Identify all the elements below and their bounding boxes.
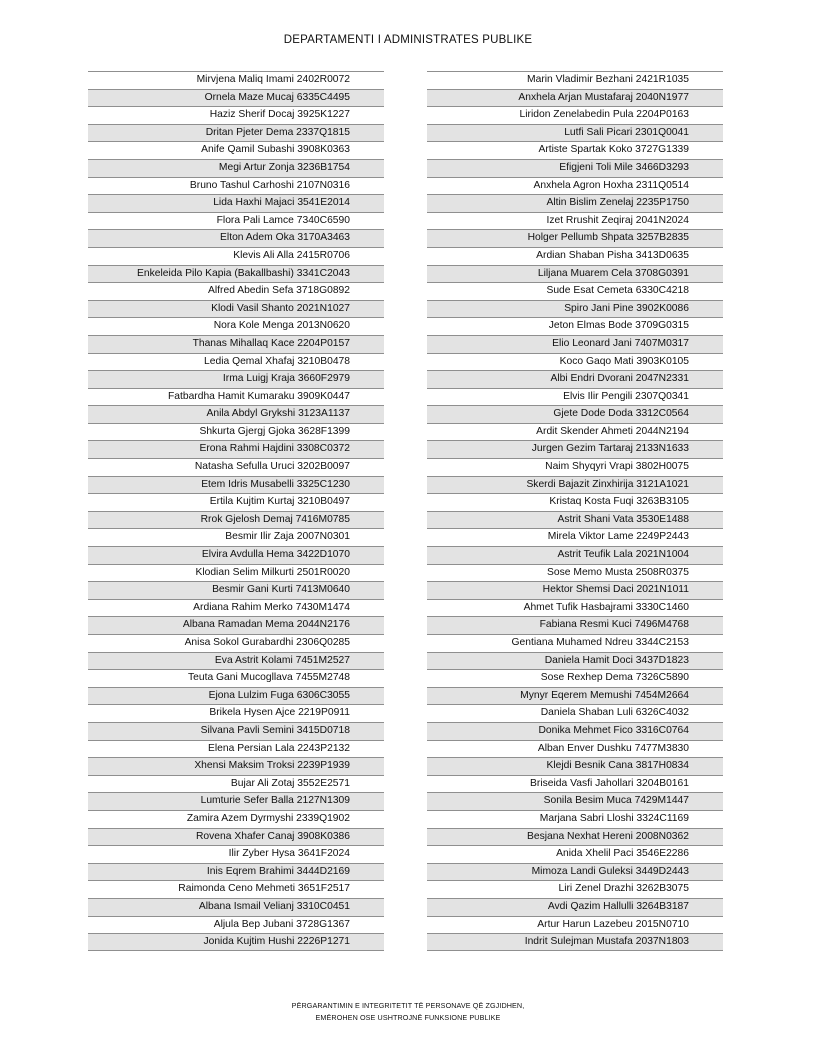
list-item: Marjana Sabri Lloshi 3324C1169 — [427, 810, 723, 828]
list-item: Megi Artur Zonja 3236B1754 — [88, 159, 384, 177]
list-item: Lutfi Sali Picari 2301Q0041 — [427, 124, 723, 142]
list-item: Elton Adem Oka 3170A3463 — [88, 229, 384, 247]
list-item: Anisa Sokol Gurabardhi 2306Q0285 — [88, 634, 384, 652]
list-item: Liridon Zenelabedin Pula 2204P0163 — [427, 106, 723, 124]
list-item: Holger Pellumb Shpata 3257B2835 — [427, 229, 723, 247]
list-item: Brikela Hysen Ajce 2219P0911 — [88, 704, 384, 722]
list-item: Besjana Nexhat Hereni 2008N0362 — [427, 828, 723, 846]
list-item: Fabiana Resmi Kuci 7496M4768 — [427, 616, 723, 634]
list-item: Ejona Lulzim Fuga 6306C3055 — [88, 687, 384, 705]
list-item: Etem Idris Musabelli 3325C1230 — [88, 476, 384, 494]
list-item: Mynyr Eqerem Memushi 7454M2664 — [427, 687, 723, 705]
list-item: Sonila Besim Muca 7429M1447 — [427, 792, 723, 810]
list-item: Besmir Ilir Zaja 2007N0301 — [88, 528, 384, 546]
list-item: Altin Bislim Zenelaj 2235P1750 — [427, 194, 723, 212]
list-item: Anife Qamil Subashi 3908K0363 — [88, 141, 384, 159]
list-item: Anila Abdyl Grykshi 3123A1137 — [88, 405, 384, 423]
list-item: Thanas Mihallaq Kace 2204P0157 — [88, 335, 384, 353]
footer — [0, 1000, 816, 1024]
list-item: Alban Enver Dushku 7477M3830 — [427, 740, 723, 758]
list-item: Silvana Pavli Semini 3415D0718 — [88, 722, 384, 740]
list-item: Elena Persian Lala 2243P2132 — [88, 740, 384, 758]
list-item: Besmir Gani Kurti 7413M0640 — [88, 581, 384, 599]
list-item: Sude Esat Cemeta 6330C4218 — [427, 282, 723, 300]
list-item: Shkurta Gjergj Gjoka 3628F1399 — [88, 423, 384, 441]
list-item: Ardiana Rahim Merko 7430M1474 — [88, 599, 384, 617]
list-item: Klevis Ali Alla 2415R0706 — [88, 247, 384, 265]
list-item: Elio Leonard Jani 7407M0317 — [427, 335, 723, 353]
list-item: Ardian Shaban Pisha 3413D0635 — [427, 247, 723, 265]
list-item: Izet Rrushit Zeqiraj 2041N2024 — [427, 212, 723, 230]
list-item: Artiste Spartak Koko 3727G1339 — [427, 141, 723, 159]
list-item: Ertila Kujtim Kurtaj 3210B0497 — [88, 493, 384, 511]
list-item: Zamira Azem Dyrmyshi 2339Q1902 — [88, 810, 384, 828]
list-item: Liri Zenel Drazhi 3262B3075 — [427, 880, 723, 898]
list-item: Klejdi Besnik Cana 3817H0834 — [427, 757, 723, 775]
list-item: Haziz Sherif Docaj 3925K1227 — [88, 106, 384, 124]
list-item: Alfred Abedin Sefa 3718G0892 — [88, 282, 384, 300]
list-item: Bruno Tashul Carhoshi 2107N0316 — [88, 177, 384, 195]
list-item: Anida Xhelil Paci 3546E2286 — [427, 845, 723, 863]
list-item: Briseida Vasfi Jahollari 3204B0161 — [427, 775, 723, 793]
list-item: Rovena Xhafer Canaj 3908K0386 — [88, 828, 384, 846]
page-title: DEPARTAMENTI I ADMINISTRATES PUBLIKE — [283, 34, 533, 46]
list-item: Gentiana Muhamed Ndreu 3344C2153 — [427, 634, 723, 652]
list-item: Ahmet Tufik Hasbajrami 3330C1460 — [427, 599, 723, 617]
list-item: Lida Haxhi Majaci 3541E2014 — [88, 194, 384, 212]
list-item: Indrit Sulejman Mustafa 2037N1803 — [427, 933, 723, 951]
footer-line-1: PËRGARANTIMIN E INTEGRITETIT TË PERSONAVE QË ZGJIDHEN, — [291, 1001, 525, 1010]
list-item: Flora Pali Lamce 7340C6590 — [88, 212, 384, 230]
list-item: Jeton Elmas Bode 3709G0315 — [427, 317, 723, 335]
list-item: Mimoza Landi Guleksi 3449D2443 — [427, 863, 723, 881]
list-item: Albi Endri Dvorani 2047N2331 — [427, 370, 723, 388]
list-item: Albana Ismail Velianj 3310C0451 — [88, 898, 384, 916]
list-item: Artur Harun Lazebeu 2015N0710 — [427, 916, 723, 934]
list-item: Natasha Sefulla Uruci 3202B0097 — [88, 458, 384, 476]
list-item: Hektor Shemsi Daci 2021N1011 — [427, 581, 723, 599]
list-item: Anxhela Agron Hoxha 2311Q0514 — [427, 177, 723, 195]
list-item: Mirvjena Maliq Imami 2402R0072 — [88, 71, 384, 89]
list-item: Bujar Ali Zotaj 3552E2571 — [88, 775, 384, 793]
list-item: Elvis Ilir Pengili 2307Q0341 — [427, 388, 723, 406]
list-item: Klodi Vasil Shanto 2021N1027 — [88, 300, 384, 318]
list-item: Ilir Zyber Hysa 3641F2024 — [88, 845, 384, 863]
list-item: Mirela Viktor Lame 2249P2443 — [427, 528, 723, 546]
list-item: Xhensi Maksim Troksi 2239P1939 — [88, 757, 384, 775]
list-item: Jonida Kujtim Hushi 2226P1271 — [88, 933, 384, 951]
left-name-column — [88, 71, 384, 951]
right-name-column — [427, 71, 723, 951]
list-item: Dritan Pjeter Dema 2337Q1815 — [88, 124, 384, 142]
list-item: Efigjeni Toli Mile 3466D3293 — [427, 159, 723, 177]
list-item: Fatbardha Hamit Kumaraku 3909K0447 — [88, 388, 384, 406]
list-item: Aljula Bep Jubani 3728G1367 — [88, 916, 384, 934]
list-item: Liljana Muarem Cela 3708G0391 — [427, 265, 723, 283]
list-item: Lumturie Sefer Balla 2127N1309 — [88, 792, 384, 810]
list-item: Spiro Jani Pine 3902K0086 — [427, 300, 723, 318]
list-item: Eva Astrit Kolami 7451M2527 — [88, 652, 384, 670]
list-item: Ardit Skender Ahmeti 2044N2194 — [427, 423, 723, 441]
list-item: Koco Gaqo Mati 3903K0105 — [427, 353, 723, 371]
list-item: Sose Rexhep Dema 7326C5890 — [427, 669, 723, 687]
list-item: Daniela Hamit Doci 3437D1823 — [427, 652, 723, 670]
list-item: Daniela Shaban Luli 6326C4032 — [427, 704, 723, 722]
list-item: Avdi Qazim Hallulli 3264B3187 — [427, 898, 723, 916]
list-item: Marin Vladimir Bezhani 2421R1035 — [427, 71, 723, 89]
list-item: Astrit Teufik Lala 2021N1004 — [427, 546, 723, 564]
list-item: Naim Shyqyri Vrapi 3802H0075 — [427, 458, 723, 476]
list-item: Skerdi Bajazit Zinxhirija 3121A1021 — [427, 476, 723, 494]
list-item: Jurgen Gezim Tartaraj 2133N1633 — [427, 440, 723, 458]
list-item: Klodian Selim Milkurti 2501R0020 — [88, 564, 384, 582]
list-item: Anxhela Arjan Mustafaraj 2040N1977 — [427, 89, 723, 107]
list-item: Nora Kole Menga 2013N0620 — [88, 317, 384, 335]
list-item: Donika Mehmet Fico 3316C0764 — [427, 722, 723, 740]
list-item: Elvira Avdulla Hema 3422D1070 — [88, 546, 384, 564]
list-item: Astrit Shani Vata 3530E1488 — [427, 511, 723, 529]
list-item: Ledia Qemal Xhafaj 3210B0478 — [88, 353, 384, 371]
list-item: Gjete Dode Doda 3312C0564 — [427, 405, 723, 423]
list-item: Kristaq Kosta Fuqi 3263B3105 — [427, 493, 723, 511]
list-item: Enkeleida Pilo Kapia (Bakallbashi) 3341C2043 — [88, 265, 384, 283]
list-item: Inis Eqrem Brahimi 3444D2169 — [88, 863, 384, 881]
footer-line-2: EMËROHEN OSE USHTROJNË FUNKSIONE PUBLIKE — [315, 1013, 501, 1022]
list-item: Raimonda Ceno Mehmeti 3651F2517 — [88, 880, 384, 898]
list-item: Irma Luigj Kraja 3660F2979 — [88, 370, 384, 388]
list-item: Albana Ramadan Mema 2044N2176 — [88, 616, 384, 634]
list-item: Ornela Maze Mucaj 6335C4495 — [88, 89, 384, 107]
list-item: Rrok Gjelosh Demaj 7416M0785 — [88, 511, 384, 529]
list-item: Erona Rahmi Hajdini 3308C0372 — [88, 440, 384, 458]
list-item: Teuta Gani Mucogllava 7455M2748 — [88, 669, 384, 687]
list-item: Sose Memo Musta 2508R0375 — [427, 564, 723, 582]
